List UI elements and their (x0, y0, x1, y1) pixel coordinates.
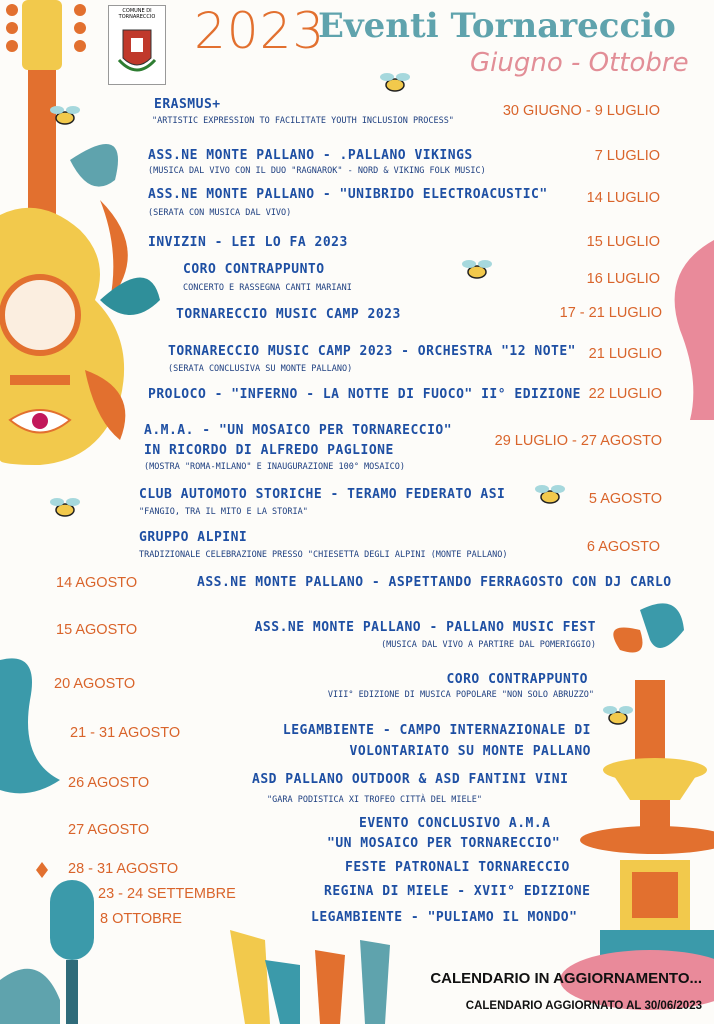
event-date: 30 GIUGNO - 9 LUGLIO (502, 103, 660, 119)
footer-updating-notice: CALENDARIO IN AGGIORNAMENTO... (430, 970, 702, 987)
event-title: ASS.NE MONTE PALLANO - "UNIBRIDO ELECTROACUSTIC" (148, 187, 548, 202)
leaf-icon (70, 144, 118, 187)
event-title: ERASMUS+ (154, 97, 221, 112)
event-date: 17 - 21 LUGLIO (559, 305, 662, 321)
microphone-illustration (0, 862, 94, 1024)
event-title: CORO CONTRAPPUNTO (183, 262, 325, 277)
event-date: 5 AGOSTO (588, 491, 662, 507)
event-title: EVENTO CONCLUSIVO A.M.A (359, 816, 551, 831)
header-period: Giugno - Ottobre (470, 48, 689, 78)
bee-icon (535, 485, 565, 503)
event-date: 7 LUGLIO (594, 148, 660, 164)
event-subtitle: VIII° EDIZIONE DI MUSICA POPOLARE "NON SOLO ABRUZZO" (327, 690, 594, 700)
footer-updated-date: CALENDARIO AGGIORNATO AL 30/06/2023 (465, 1000, 702, 1012)
event-title: A.M.A. - "UN MOSAICO PER TORNARECCIO" (144, 423, 453, 438)
teal-blob (0, 658, 60, 793)
event-title: PROLOCO - "INFERNO - LA NOTTE DI FUOCO" II° EDIZIONE (148, 387, 581, 402)
event-subtitle: "GARA PODISTICA XI TROFEO CITTÀ DEL MIELE" (267, 795, 482, 805)
fountain-illustration (560, 603, 714, 1010)
event-title: TORNARECCIO MUSIC CAMP 2023 (176, 307, 401, 322)
event-title: TORNARECCIO MUSIC CAMP 2023 - ORCHESTRA "12 NOTE" (168, 344, 577, 359)
event-subtitle: (MUSICA DAL VIVO A PARTIRE DAL POMERIGGIO) (381, 640, 596, 650)
bee-icon (50, 498, 80, 516)
event-subtitle: "ARTISTIC EXPRESSION TO FACILITATE YOUTH INCLUSION PROCESS" (152, 116, 454, 126)
event-date: 6 AGOSTO (586, 539, 660, 555)
pink-blob (675, 240, 714, 420)
event-title: CLUB AUTOMOTO STORICHE - TERAMO FEDERATO ASI (139, 487, 506, 502)
crest-caption: COMUNE DI TORNARECCIO (118, 8, 156, 20)
event-title: ASS.NE MONTE PALLANO - .PALLANO VIKINGS (148, 148, 473, 163)
header-title: Eventi Tornareccio (318, 6, 676, 46)
event-date: 14 AGOSTO (56, 575, 138, 591)
event-date: 14 LUGLIO (586, 190, 660, 206)
municipality-crest (108, 5, 166, 85)
event-title: FESTE PATRONALI TORNARECCIO (345, 860, 570, 875)
event-title-line2: "UN MOSAICO PER TORNARECCIO" (327, 836, 561, 851)
header-year: 2023 (194, 2, 326, 60)
event-date: 8 OTTOBRE (100, 911, 182, 927)
event-date: 16 LUGLIO (586, 271, 660, 287)
event-date: 20 AGOSTO (54, 676, 136, 692)
event-date: 15 LUGLIO (586, 234, 660, 250)
event-title: CORO CONTRAPPUNTO (446, 672, 588, 687)
event-title: INVIZIN - LEI LO FA 2023 (148, 235, 348, 250)
event-date: 22 LUGLIO (588, 386, 662, 402)
event-subtitle: (MUSICA DAL VIVO CON IL DUO "RAGNAROK" - NORD & VIKING FOLK MUSIC) (148, 166, 486, 176)
leaf-icon (100, 278, 160, 316)
event-title-line2: IN RICORDO DI ALFREDO PAGLIONE (144, 443, 394, 458)
event-title: ASD PALLANO OUTDOOR & ASD FANTINI VINI (252, 772, 569, 787)
event-subtitle: (SERATA CONCLUSIVA SU MONTE PALLANO) (168, 364, 353, 374)
event-date: 23 - 24 SETTEMBRE (98, 886, 236, 902)
event-date: 29 LUGLIO - 27 AGOSTO (494, 433, 662, 449)
event-date: 27 AGOSTO (68, 822, 150, 838)
crest-shield-icon (109, 20, 165, 84)
event-subtitle: CONCERTO E RASSEGNA CANTI MARIANI (183, 283, 352, 293)
event-subtitle: TRADIZIONALE CELEBRAZIONE PRESSO "CHIESETTA DEGLI ALPINI (MONTE PALLANO) (139, 550, 508, 560)
event-title: LEGAMBIENTE - CAMPO INTERNAZIONALE DI (282, 723, 591, 738)
bee-icon (603, 706, 633, 724)
event-subtitle: "FANGIO, TRA IL MITO E LA STORIA" (139, 507, 308, 517)
event-title: ASS.NE MONTE PALLANO - ASPETTANDO FERRAGOSTO CON DJ CARLO (197, 575, 672, 590)
event-title: REGINA DI MIELE - XVII° EDIZIONE (324, 884, 591, 899)
event-title-line2: VOLONTARIATO SU MONTE PALLANO (349, 744, 591, 759)
event-date: 21 - 31 AGOSTO (70, 725, 181, 741)
event-title: ASS.NE MONTE PALLANO - PALLANO MUSIC FEST (254, 620, 596, 635)
event-subtitle: (SERATA CON MUSICA DAL VIVO) (148, 208, 292, 218)
bee-icon (462, 260, 492, 278)
event-subtitle: (MOSTRA "ROMA-MILANO" E INAUGURAZIONE 100° MOSAICO) (144, 462, 405, 472)
event-date: 28 - 31 AGOSTO (68, 861, 179, 877)
event-date: 15 AGOSTO (56, 622, 138, 638)
event-date: 21 LUGLIO (588, 346, 662, 362)
event-title: LEGAMBIENTE - "PULIAMO IL MONDO" (311, 910, 578, 925)
bee-icon (380, 73, 410, 91)
event-date: 26 AGOSTO (68, 775, 150, 791)
event-title: GRUPPO ALPINI (139, 530, 248, 545)
hands-illustration (230, 930, 390, 1024)
